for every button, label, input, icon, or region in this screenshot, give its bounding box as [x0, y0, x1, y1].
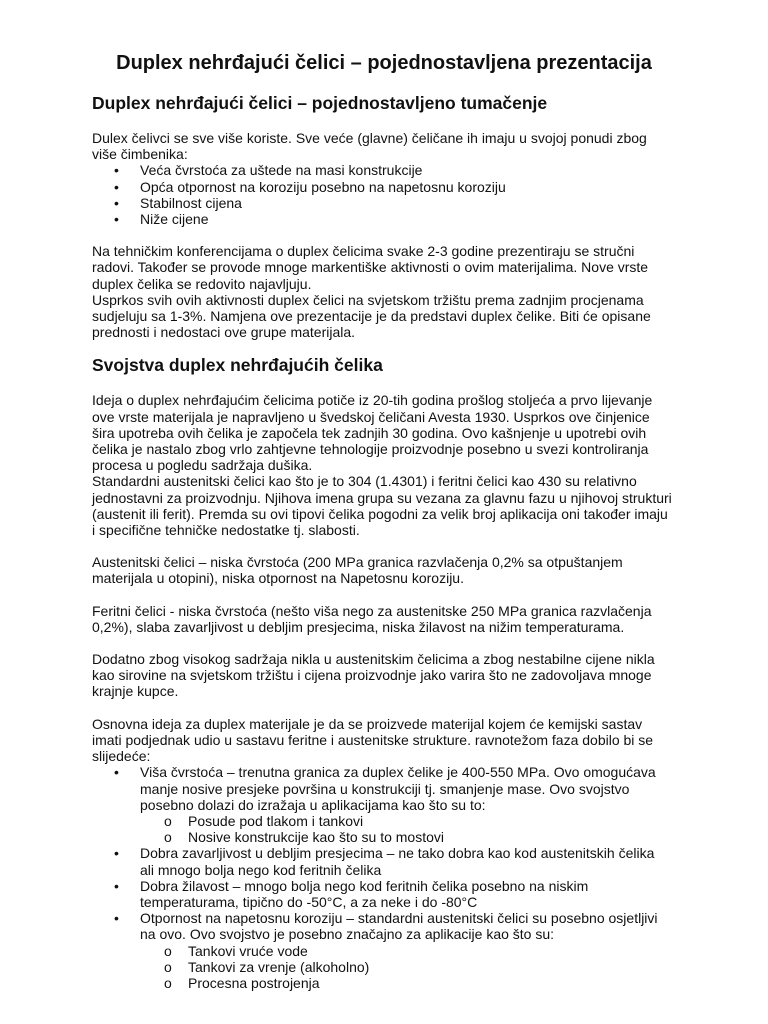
sub-list-item: o Posude pod tlakom i tankovi: [140, 813, 672, 829]
list-item-text: Dobra žilavost – mnogo bolja nego kod feritnih čelika posebno na niskim temperaturama, tipično do -50°C, a za neke i do -80°C: [140, 877, 589, 910]
paragraph: Austenitski čelici – niska čvrstoća (200 MPa granica razvlačenja 0,2% sa otpuštanjem materijala u otopini), niska otpornost na Napetosnu koroziju.: [92, 554, 623, 587]
paragraph: Usprkos svih ovih aktivnosti duplex čelici na svjetskom tržištu prema zadnjim procjenama sudjeluju sa 1-3%. Namjena ove prezentacije je da predstavi duplex čelike. Biti će opisane prednosti i nedostaci ove grupe materijala.: [92, 291, 651, 341]
list-item: • Niže cijene: [92, 211, 672, 227]
section-heading-2: Svojstva duplex nehrđajućih čelika: [92, 355, 383, 376]
document-title: Duplex nehrđajući čelici – pojednostavljena prezentacija: [116, 52, 652, 74]
paragraph: Feritni čelici - niska čvrstoća (nešto viša nego za austenitske 250 MPa granica razvlačenja 0,2%), slaba zavarljivost u debljim presjecima, niska žilavost na nižim temperaturama.: [92, 602, 652, 635]
intro-paragraph: Dulex čelivci se sve više koriste. Sve veće (glavne) čeličane ih imaju u svojoj ponudi zbog više čimbenika:: [92, 130, 647, 163]
section-heading-1: Duplex nehrđajući čelici – pojednostavljeno tumačenje: [92, 93, 548, 113]
list-item: • Opća otpornost na koroziju posebno na napetosnu koroziju: [92, 179, 672, 195]
list-item-text: Otpornost na napetosnu koroziju – standardni austenitski čelici su posebno osjetljivi na ovo. Ovo svojstvo je posebno značajno za aplikacije kao što su:: [140, 910, 658, 943]
list-item: • Veća čvrstoća za uštede na masi konstrukcije: [92, 162, 672, 178]
properties-list: [92, 764, 672, 991]
paragraph: Ideja o duplex nehrđajućim čelicima potiče iz 20-tih godina prošlog stoljeća a prvo lijevanje ove vrste materijala je napravljeno u švedskoj čeličani Avesta 1930. Usprkos ove činjenice šira upotreba ovih čelika je započela tek zadnjih 30 godina. Ovo kašnjenje u upotrebi ovih čelika je nastalo zbog vrlo zahtjevne tehnologije proizvodnje posebno u svezi kontroliranja procesa u pogledu sadržaja dušika.: [92, 392, 653, 474]
document-body: [92, 92, 672, 991]
list-item: [92, 878, 672, 910]
paragraph: Osnovna ideja za duplex materijale je da se proizvede materijal kojem će kemijski sastav imati podjednak udio u sastavu feritne i austenitske strukture. ravnotežom faza dobilo bi se slijedeće:: [92, 715, 654, 765]
list-item-text: Dobra zavarljivost u debljim presjecima – ne tako dobra kao kod austenitskih čelika ali mnogo bolja nego kod feritnih čelika: [140, 845, 655, 878]
list-item: [92, 910, 672, 991]
advantages-list: [92, 162, 672, 227]
list-item: • Stabilnost cijena: [92, 195, 672, 211]
sub-list-item: o Procesna postrojenja: [140, 975, 672, 991]
paragraph: Na tehničkim konferencijama o duplex čelicima svake 2-3 godine prezentiraju se stručni radovi. Također se provode mnoge markentiške aktivnosti o ovim materijalima. Nove vrste duplex čelika se redovito najavljuju.: [92, 243, 649, 292]
list-item: [92, 845, 672, 877]
sub-list: [140, 943, 672, 992]
sub-list: [140, 813, 672, 845]
paragraph: Standardni austenitski čelici kao što je to 304 (1.4301) i feritni čelici kao 430 su relativno jednostavni za proizvodnju. Njihova imena grupa su vezana za glavnu fazu u njihovoj strukturi (austenit ili ferit). Premda su ovi tipovi čelika pogodni za velik broj aplikacija oni također imaju i specifične tehničke nedostatke tj. slabosti.: [92, 473, 672, 539]
list-item-text: Viša čvrstoća – trenutna granica za duplex čelike je 400-550 MPa. Ovo omogućava manje nosive presjeke površina u konstrukciji tj. smanjenje mase. Ovo svojstvo posebno dolazi do izražaja u aplikacijama kao što su to:: [140, 764, 656, 813]
list-item: [92, 764, 672, 845]
sub-list-item: o Tankovi za vrenje (alkoholno): [140, 959, 672, 975]
sub-list-item: o Tankovi vruće vode: [140, 943, 672, 959]
sub-list-item: o Nosive konstrukcije kao što su to mostovi: [140, 829, 672, 845]
paragraph: Dodatno zbog visokog sadržaja nikla u austenitskim čelicima a zbog nestabilne cijene nikla kao sirovine na svjetskom tržištu i cijena proizvodnje jako varira što ne zadovoljava mnoge krajnje kupce.: [92, 651, 655, 700]
